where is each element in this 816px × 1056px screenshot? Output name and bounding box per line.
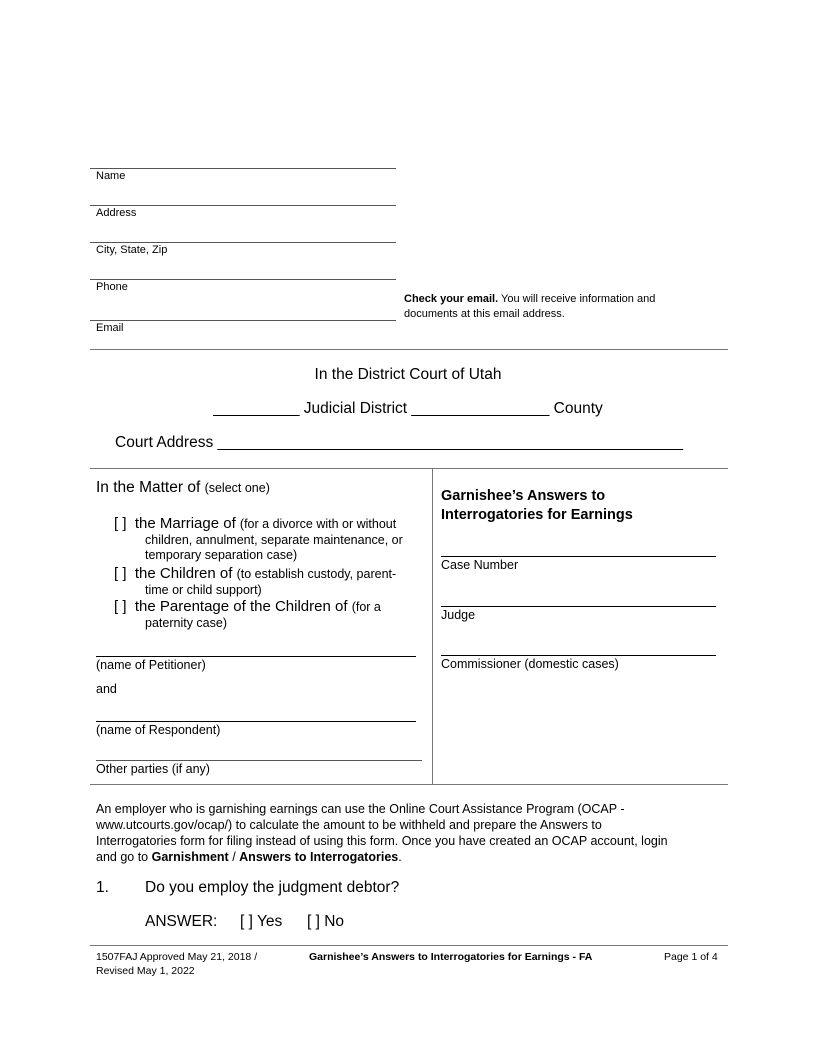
respondent-line[interactable] bbox=[96, 721, 416, 722]
court-title: In the District Court of Utah bbox=[314, 366, 502, 383]
children-note: (to establish custody, parent- bbox=[236, 567, 397, 581]
children-label: the Children of bbox=[134, 565, 233, 582]
judge-line[interactable] bbox=[441, 606, 716, 607]
name-line[interactable] bbox=[90, 168, 396, 169]
children-checkbox[interactable]: [ ] bbox=[114, 565, 127, 582]
phone-line[interactable] bbox=[90, 279, 396, 280]
address-label: Address bbox=[96, 207, 137, 219]
marriage-label: the Marriage of bbox=[134, 515, 236, 532]
parentage-note: (for a bbox=[351, 600, 381, 614]
divider-top bbox=[90, 349, 728, 350]
intro-line2: www.utcourts.gov/ocap/) to calculate the amount to be withheld and prepare the Answers to bbox=[96, 818, 602, 832]
parentage-option[interactable] bbox=[114, 598, 381, 615]
respondent-label: (name of Respondent) bbox=[96, 723, 221, 737]
parentage-checkbox[interactable]: [ ] bbox=[114, 598, 127, 615]
intro-paragraph bbox=[96, 801, 736, 865]
caption-top-line bbox=[90, 468, 728, 469]
answer-label: ANSWER: bbox=[145, 913, 218, 930]
marriage-option[interactable] bbox=[114, 515, 396, 532]
intro-line4-pre: and go to bbox=[96, 850, 149, 864]
address-line[interactable] bbox=[90, 205, 396, 206]
footer-page-number: Page 1 of 4 bbox=[664, 951, 718, 963]
marriage-note-cont2: temporary separation case) bbox=[145, 548, 298, 562]
footer-form-id bbox=[96, 950, 257, 978]
case-title bbox=[441, 487, 633, 525]
city-line[interactable] bbox=[90, 242, 396, 243]
marriage-note: (for a divorce with or without bbox=[239, 517, 397, 531]
name-label: Name bbox=[96, 170, 126, 182]
marriage-checkbox[interactable]: [ ] bbox=[114, 515, 127, 532]
petitioner-label: (name of Petitioner) bbox=[96, 658, 206, 672]
intro-end: . bbox=[398, 850, 402, 864]
other-parties-label: Other parties (if any) bbox=[96, 762, 210, 776]
parentage-label: the Parentage of the Children of bbox=[134, 598, 348, 615]
children-option[interactable] bbox=[114, 565, 396, 582]
caption-vertical-divider bbox=[432, 468, 433, 784]
question-number: 1. bbox=[96, 879, 109, 896]
case-title-line2: Interrogatories for Earnings bbox=[441, 507, 633, 523]
email-note-line1: You will receive information and bbox=[501, 293, 656, 305]
email-line[interactable] bbox=[90, 320, 396, 321]
footer-form-title: Garnishee’s Answers to Interrogatories for Earnings - FA bbox=[309, 951, 593, 963]
matter-heading-text: In the Matter of bbox=[96, 479, 201, 496]
city-label: City, State, Zip bbox=[96, 244, 168, 256]
case-number-label: Case Number bbox=[441, 558, 519, 572]
petitioner-line[interactable] bbox=[96, 656, 416, 657]
intro-line4 bbox=[96, 849, 736, 865]
court-address-line: Court Address ______________________________________________________ bbox=[115, 434, 684, 451]
email-note-bold: Check your email. bbox=[404, 293, 499, 305]
matter-heading-note: (select one) bbox=[204, 481, 270, 495]
phone-label: Phone bbox=[96, 281, 128, 293]
caption-bottom-line bbox=[90, 784, 728, 785]
answer-yes-option[interactable]: [ ] Yes bbox=[240, 913, 283, 930]
matter-heading bbox=[96, 479, 270, 497]
intro-separator: / bbox=[228, 850, 240, 864]
commissioner-line[interactable] bbox=[441, 655, 716, 656]
court-district-line: __________ Judicial District ________________ County bbox=[213, 400, 603, 417]
footer-divider bbox=[90, 945, 728, 946]
marriage-note-cont1: children, annulment, separate maintenance, or bbox=[145, 533, 403, 547]
other-parties-line[interactable] bbox=[96, 760, 422, 761]
and-label: and bbox=[96, 682, 117, 696]
case-title-line1: Garnishee’s Answers to bbox=[441, 488, 606, 504]
intro-garnishment: Garnishment bbox=[151, 850, 229, 864]
intro-line3: Interrogatories form for filing instead of using this form. Once you have created an OCAP account, login bbox=[96, 834, 668, 848]
parentage-note-cont1: paternity case) bbox=[145, 616, 227, 630]
email-note-line2: documents at this email address. bbox=[404, 308, 565, 320]
intro-answers: Answers to Interrogatories bbox=[239, 850, 399, 864]
case-number-line[interactable] bbox=[441, 556, 716, 557]
footer-form-id-line2: Revised May 1, 2022 bbox=[96, 965, 195, 977]
email-note bbox=[404, 292, 724, 322]
intro-line1: An employer who is garnishing earnings can use the Online Court Assistance Program (OCAP - bbox=[96, 802, 625, 816]
judge-label: Judge bbox=[441, 608, 476, 622]
question-text: Do you employ the judgment debtor? bbox=[145, 879, 400, 896]
answer-no-option[interactable]: [ ] No bbox=[307, 913, 345, 930]
email-label: Email bbox=[96, 322, 124, 334]
commissioner-label: Commissioner (domestic cases) bbox=[441, 657, 619, 671]
footer-form-id-line1: 1507FAJ Approved May 21, 2018 / bbox=[96, 951, 258, 963]
children-note-cont1: time or child support) bbox=[145, 583, 262, 597]
